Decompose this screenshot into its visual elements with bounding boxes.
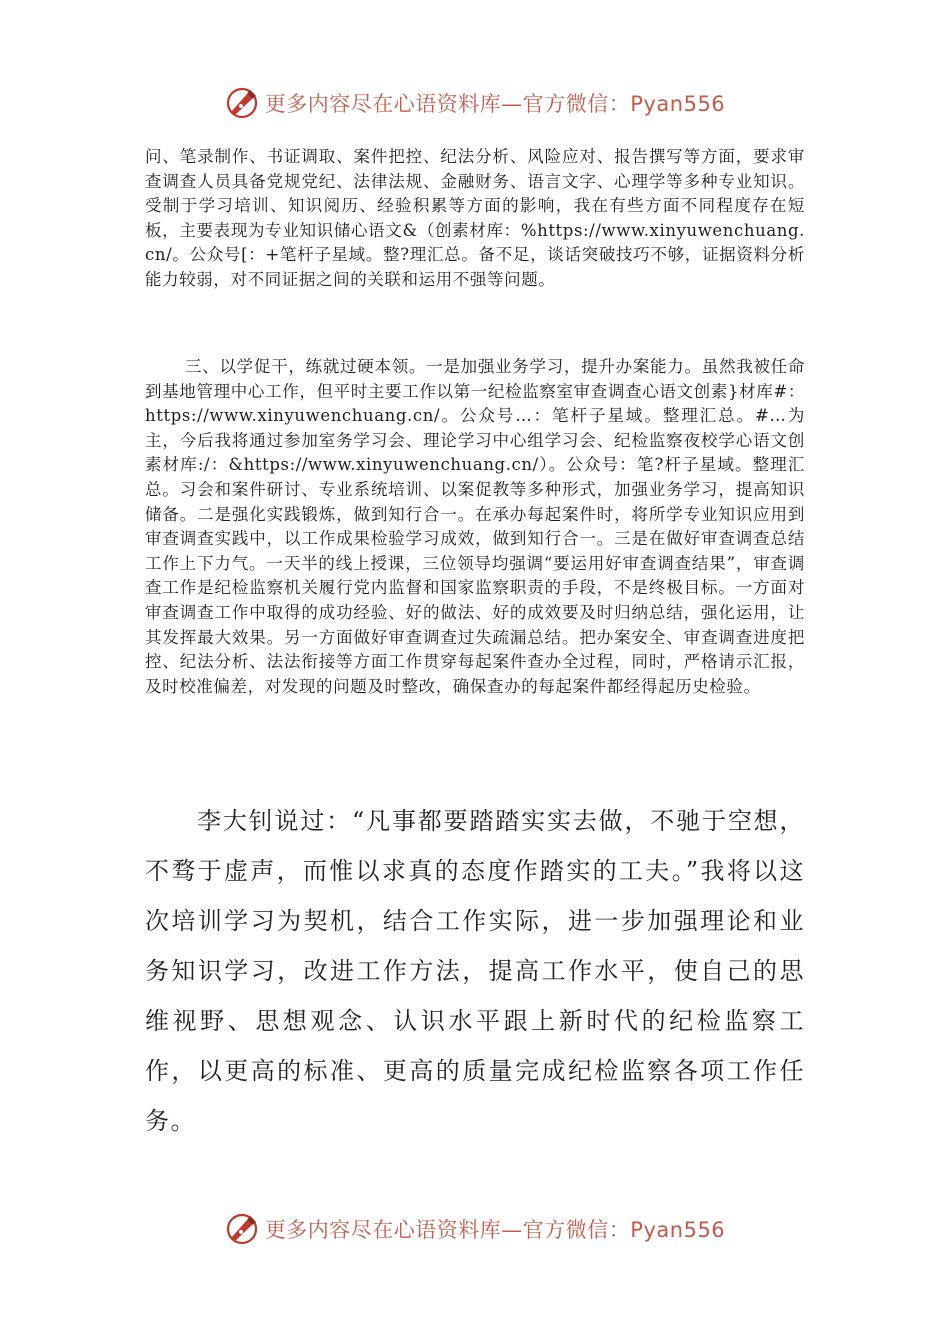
body-paragraph-2: 三、以学促干，练就过硬本领。一是加强业务学习，提升办案能力。虽然我被任命到基地管理中心工作，但平时主要工作以第一纪检监察室审查调查心语文创素}材库#：https://www.xinyuwenchuang.cn/。公众号…：笔杆子星域。整理汇总。#…为主，今后我将通过参加室务学习会、理论学习中心组学习会、纪检监察夜校学心语文创素材库:/：&https://www.xinyuwenchuang.cn/）。公众号：笔?杆子星域。整理汇总。习会和案件研讨、专业系统培训、以案促教等多种形式，加强业务学习，提高知识储备。二是强化实践锻炼，做到知行合一。在承办每起案件时，将所学专业知识应用到审查调查实践中，以工作成果检验学习成效，做到知行合一。三是在做好审查调查总结工作上下力气。一天半的线上授课，三位领导均强调“要运用好审查调查结果”，审查调查工作是纪检监察机关履行党内监督和国家监察职责的手段，不是终极目标。一方面对审查调查工作中取得的成功经验、好的做法、好的成效要及时归纳总结，强化运用，让其发挥最大效果。另一方面做好审查调查过失疏漏总结。把办案安全、审查调查进度把控、纪法分析、法法衔接等方面工作贯穿每起案件查办全过程，同时，严格请示汇报，及时校准偏差，对发现的问题及时整改，确保查办的每起案件都经得起历史检验。 [145,357,805,696]
pen-nib-logo-icon [225,86,259,120]
body-paragraph-1: 问、笔录制作、书证调取、案件把控、纪法分析、风险应对、报告撰写等方面，要求审查调查人员具备党规党纪、法律法规、金融财务、语言文字、心理学等多种专业知识。受制于学习培训、知识阅历、经验积累等方面的影响，我在有些方面不同程度存在短板，主要表现为专业知识储心语文&（创素材库：%https://www.xinyuwenchuang.cn/。公众号[：+笔杆子星域。整?理汇总。备不足，谈话突破技巧不够，证据资料分析能力较弱，对不同证据之间的关联和运用不强等问题。 [145,147,805,289]
footer-banner [0,1209,950,1249]
pen-nib-logo-icon [225,1212,259,1246]
banner-text: 更多内容尽在心语资料库—官方微信：Pyan556 [264,1218,726,1242]
header-banner [0,83,950,123]
banner-text: 更多内容尽在心语资料库—官方微信：Pyan556 [264,92,726,116]
closing-quote-paragraph: 李大钊说过：“凡事都要踏踏实实去做，不驰于空想，不骛于虚声，而惟以求真的态度作踏实的工夫。”我将以这次培训学习为契机，结合工作实际，进一步加强理论和业务知识学习，改进工作方法，提高工作水平，使自己的思维视野、思想观念、认识水平跟上新时代的纪检监察工作，以更高的标准、更高的质量完成纪检监察各项工作任务。 [145,807,805,1135]
